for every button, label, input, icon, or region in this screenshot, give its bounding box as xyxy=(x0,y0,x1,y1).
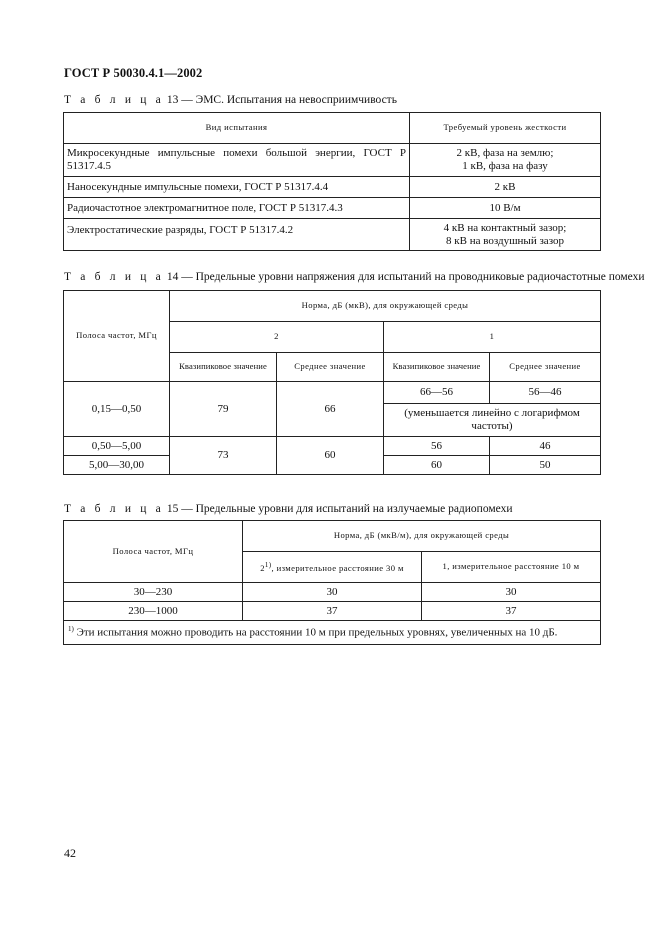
table13-level: 2 кВ xyxy=(410,177,601,198)
document-header: ГОСТ Р 50030.4.1—2002 xyxy=(64,66,203,80)
table14-e1-qp: 60 xyxy=(384,456,490,475)
table13-test-name: Электростатические разряды, ГОСТ Р 51317.4.2 xyxy=(64,219,410,251)
table13-test-name: Наносекундные импульсные помехи, ГОСТ Р 51317.4.4 xyxy=(64,177,410,198)
table14-header-e1-avg: Среднее значение xyxy=(490,353,601,382)
table15-header-env2 xyxy=(243,552,422,583)
table14-e1-avg: 56—46 xyxy=(490,382,601,404)
table-row xyxy=(64,437,601,456)
table-row xyxy=(64,219,601,251)
table15-caption-text: 15 — Предельные уровни для испытаний на излучаемые радиопомехи xyxy=(163,503,513,515)
table-row xyxy=(64,144,601,177)
table14-e2-qp: 79 xyxy=(170,382,277,437)
table13-level: 10 В/м xyxy=(410,198,601,219)
table15-env2: 30 xyxy=(243,583,422,602)
table13-level xyxy=(410,219,601,251)
table13-caption xyxy=(64,94,397,106)
table13 xyxy=(63,112,601,251)
table13-header-test: Вид испытания xyxy=(64,113,410,144)
table15-env2-number: 2 xyxy=(260,562,265,573)
table-row xyxy=(64,602,601,621)
table14-header-e2-qp: Квазипиковое значение xyxy=(170,353,277,382)
table15-caption xyxy=(64,503,513,515)
table14-caption xyxy=(64,271,645,283)
table14-e2-avg: 66 xyxy=(277,382,384,437)
table15-footnote-text: Эти испытания можно проводить на расстоянии 10 м при предельных уровнях, увеличенных на 10 дБ. xyxy=(73,627,558,639)
table-row xyxy=(64,583,601,602)
table15-footnote xyxy=(64,621,601,645)
table14-header-env1: 1 xyxy=(384,322,601,353)
table14-e2-avg: 60 xyxy=(277,437,384,475)
table14-e1-avg: 50 xyxy=(490,456,601,475)
table14-header-freq: Полоса частот, МГц xyxy=(64,291,170,382)
table14-band: 0,15—0,50 xyxy=(64,382,170,437)
table14-header-e2-avg: Среднее значение xyxy=(277,353,384,382)
table13-level-line2: 8 кВ на воздушный зазор xyxy=(446,234,564,247)
table13-test-name: Микросекундные импульсные помехи большой энергии, ГОСТ Р 51317.4.5 xyxy=(64,144,410,177)
table13-level-line2: 1 кВ, фаза на фазу xyxy=(462,160,548,172)
table14-e1-qp: 56 xyxy=(384,437,490,456)
table15-band: 30—230 xyxy=(64,583,243,602)
table14-band: 5,00—30,00 xyxy=(64,456,170,475)
table15 xyxy=(63,520,601,645)
table14 xyxy=(63,290,601,475)
table13-header-level: Требуемый уровень жесткости xyxy=(410,113,601,144)
table14-header-env2: 2 xyxy=(170,322,384,353)
table15-band: 230—1000 xyxy=(64,602,243,621)
table14-caption-label: Т а б л и ц а xyxy=(64,271,164,283)
table15-header-norm: Норма, дБ (мкВ/м), для окружающей среды xyxy=(243,521,601,552)
table13-level-line1: 4 кВ на контактный зазор; xyxy=(443,221,567,234)
table15-env1: 30 xyxy=(422,583,601,602)
table15-env2-text: , измерительное расстояние 30 м xyxy=(271,562,404,573)
table-row xyxy=(64,382,601,404)
table14-header-e1-qp: Квазипиковое значение xyxy=(384,353,490,382)
table15-footnote-mark: 1) xyxy=(68,625,74,634)
table15-caption-label: Т а б л и ц а xyxy=(64,503,164,515)
table14-e1-avg: 46 xyxy=(490,437,601,456)
table14-header-norm: Норма, дБ (мкВ), для окружающей среды xyxy=(170,291,601,322)
table14-band: 0,50—5,00 xyxy=(64,437,170,456)
table13-test-name: Радиочастотное электромагнитное поле, ГОСТ Р 51317.4.3 xyxy=(64,198,410,219)
table13-caption-text: 13 — ЭМС. Испытания на невосприимчивость xyxy=(163,94,397,106)
table15-env2: 37 xyxy=(243,602,422,621)
table-row xyxy=(64,198,601,219)
table15-env1: 37 xyxy=(422,602,601,621)
table13-caption-label: Т а б л и ц а xyxy=(64,94,164,106)
page-number: 42 xyxy=(64,846,76,860)
table15-header-env1: 1, измерительное расстояние 10 м xyxy=(422,552,601,583)
table-row xyxy=(64,177,601,198)
table14-caption-text: 14 — Предельные уровни напряжения для испытаний на проводниковые радиочастотные помехи xyxy=(163,271,645,283)
table14-e1-qp: 66—56 xyxy=(384,382,490,404)
table13-level xyxy=(410,144,601,177)
table15-header-freq: Полоса частот, МГц xyxy=(64,521,243,583)
table15-footnote-ref: 1) xyxy=(264,560,272,569)
table14-note: (уменьшается линейно с логарифмом частоты) xyxy=(384,404,601,437)
table14-e2-qp: 73 xyxy=(170,437,277,475)
table13-level-line1: 2 кВ, фаза на землю; xyxy=(456,147,554,160)
